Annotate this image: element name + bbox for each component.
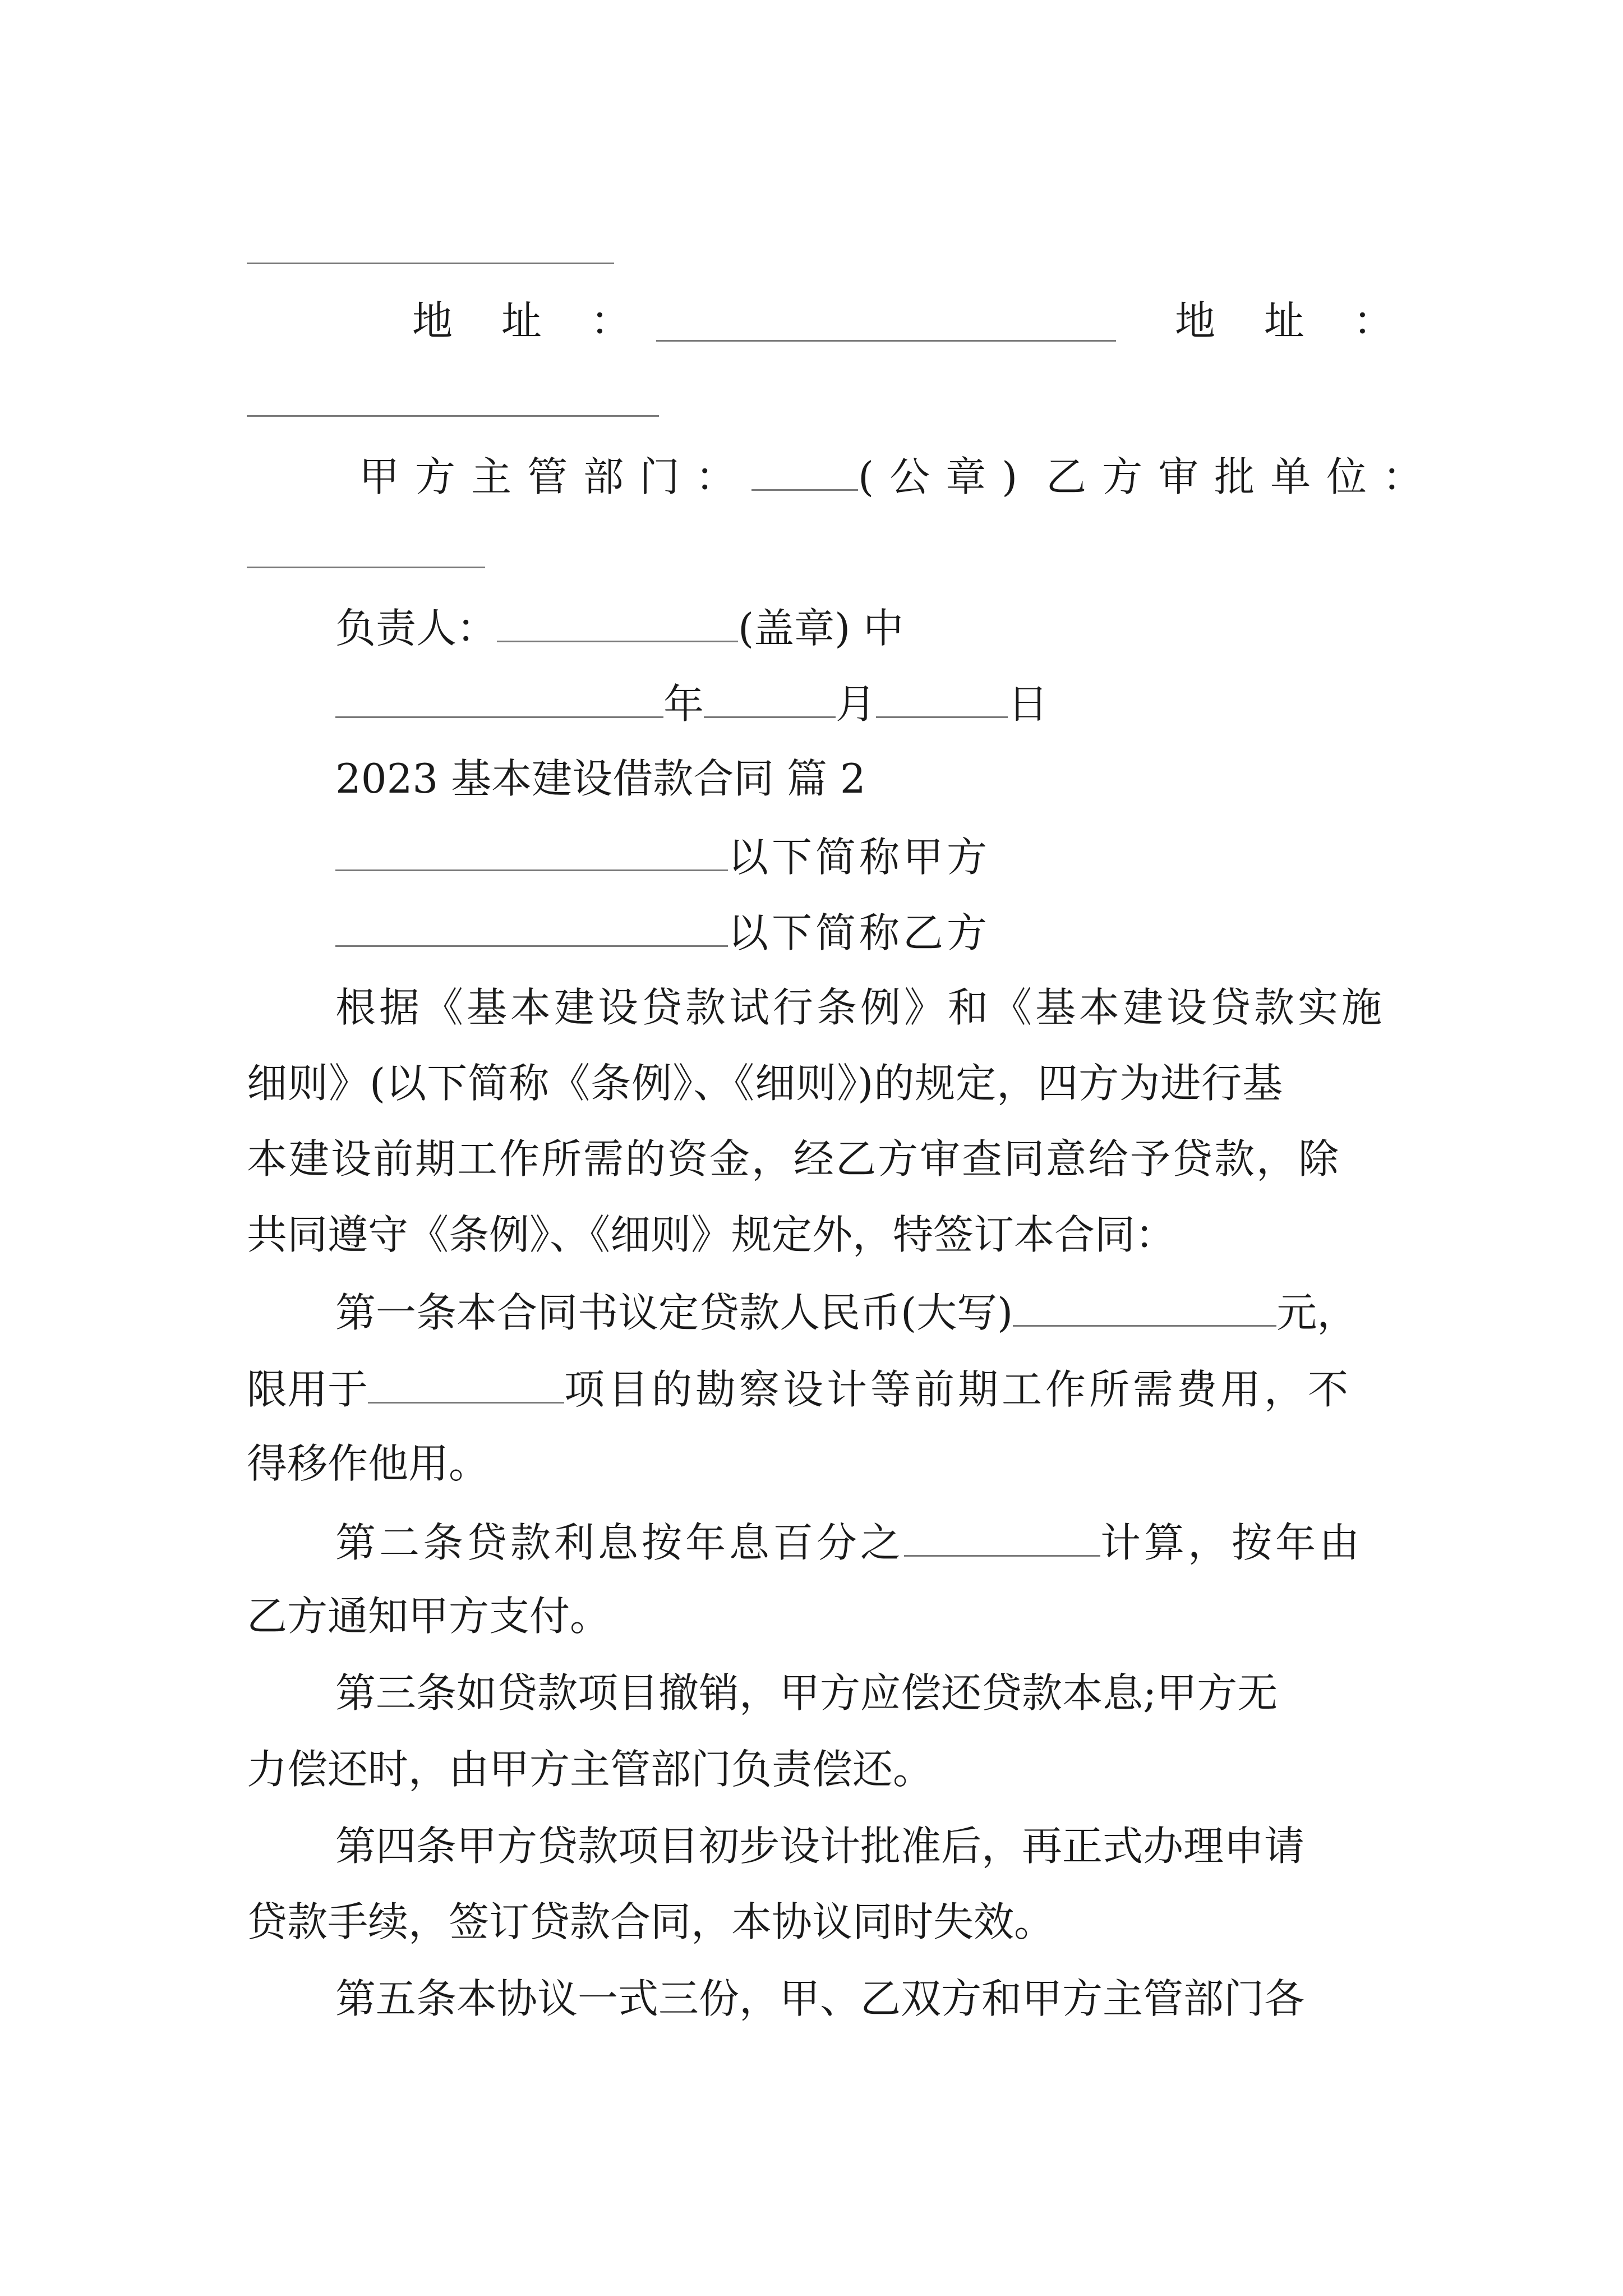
article-3-line-2: 力偿还时，由甲方主管部门负责偿还。	[247, 1746, 934, 1793]
person-blank	[497, 606, 738, 642]
party-b-text: 以下简称乙方	[728, 909, 991, 956]
person-seal: (盖章) 中	[738, 605, 904, 652]
dept-seal: (公章)	[858, 453, 1034, 500]
intro-line-4: 共同遵守《条例》、《细则》规定外，特签订本合同：	[247, 1211, 1176, 1258]
signature-blank-line	[247, 263, 614, 264]
article-2-line-1	[335, 1519, 1363, 1566]
article-4-line-1: 第四条甲方贷款项目初步设计批准后，再正式办理申请	[335, 1823, 1305, 1870]
address-b-label: 地 址 ：	[1175, 297, 1412, 344]
party-a-line	[335, 834, 991, 881]
approver-label: 乙方审批单位：	[1046, 453, 1439, 500]
rate-blank	[904, 1520, 1100, 1557]
party-b-line	[335, 909, 991, 956]
person-label: 负责人：	[335, 605, 497, 652]
amount-blank	[1013, 1290, 1276, 1327]
article-1-text-a: 第一条本合同书议定贷款人民币(大写)	[335, 1289, 1013, 1336]
person-line	[335, 605, 904, 652]
intro-line-3: 本建设前期工作所需的资金，经乙方审查同意给予贷款，除	[247, 1135, 1341, 1182]
section-title: 2023 基本建设借款合同 篇 2	[335, 755, 866, 802]
date-day: 日	[1008, 680, 1049, 728]
intro-line-1: 根据《基本建设贷款试行条例》和《基本建设贷款实施	[335, 984, 1386, 1031]
dept-line	[359, 453, 1439, 500]
article-3-line-1: 第三条如贷款项目撤销，甲方应偿还贷款本息;甲方无	[335, 1669, 1278, 1717]
party-a-blank	[335, 835, 728, 871]
dept-label: 甲方主管部门：	[359, 453, 752, 500]
article-5-line-1: 第五条本协议一式三份，甲、乙双方和甲方主管部门各	[335, 1975, 1305, 2022]
article-1-line-3: 得移作他用。	[247, 1440, 490, 1487]
article-1-text-d: 项目的勘察设计等前期工作所需费用，不	[564, 1366, 1352, 1413]
party-a-text: 以下简称甲方	[728, 834, 991, 881]
approver-blank	[247, 567, 485, 568]
date-month: 月	[836, 680, 877, 728]
date-line	[335, 680, 1049, 728]
day-blank	[876, 682, 1008, 718]
address-a-blank	[656, 340, 1116, 342]
party-b-blank	[335, 910, 728, 947]
address-a-label: 地 址 ：	[412, 297, 649, 344]
article-4-line-2: 贷款手续，签订贷款合同，本协议同时失效。	[247, 1898, 1055, 1945]
article-2-line-2: 乙方通知甲方支付。	[247, 1593, 611, 1640]
article-1-text-b: 元，	[1276, 1289, 1358, 1336]
intro-line-2: 细则》(以下简称《条例》、《细则》)的规定，四方为进行基	[247, 1060, 1284, 1107]
article-1-text-c: 限用于	[247, 1366, 368, 1413]
address-b-blank	[247, 415, 659, 417]
article-2-text-a: 第二条贷款利息按年息百分之	[335, 1519, 905, 1566]
project-blank	[368, 1367, 564, 1404]
date-year: 年	[663, 680, 704, 728]
year-blank	[335, 682, 663, 718]
article-2-text-b: 计算，按年由	[1100, 1519, 1363, 1566]
article-1-line-1	[335, 1289, 1358, 1336]
month-blank	[704, 682, 836, 718]
article-1-line-2	[247, 1366, 1352, 1413]
dept-blank	[751, 454, 858, 491]
